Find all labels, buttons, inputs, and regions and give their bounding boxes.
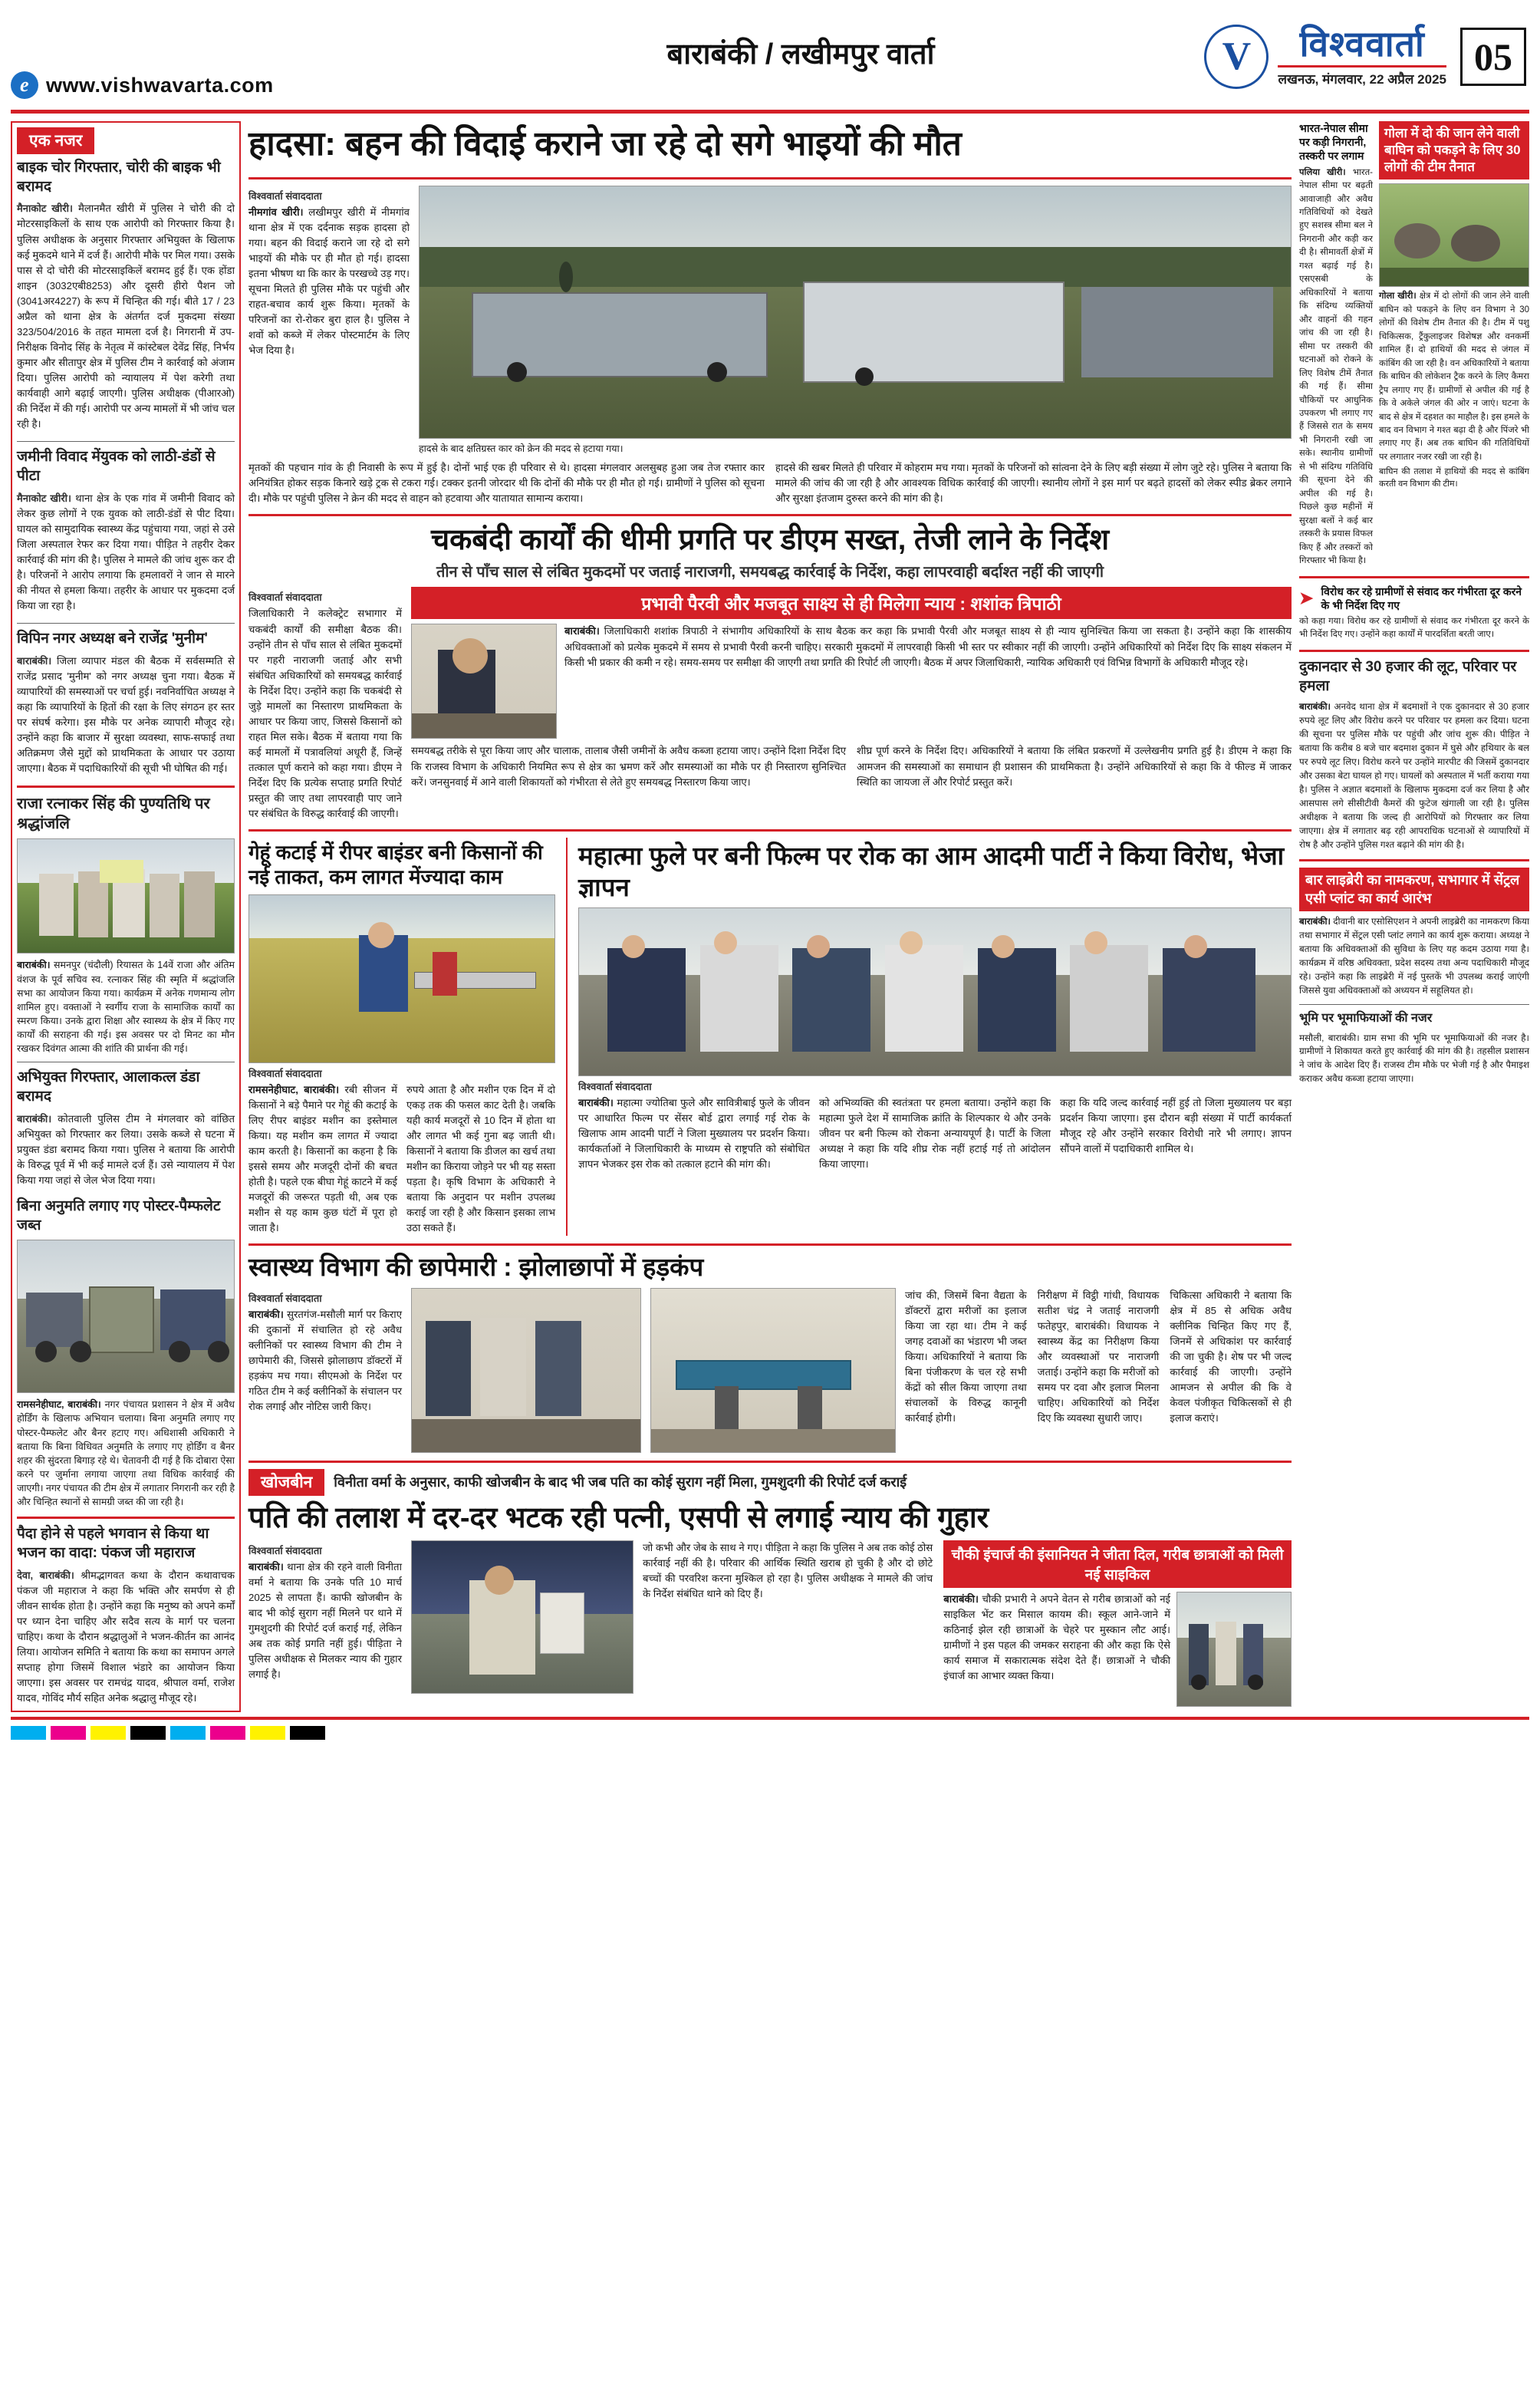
divider [17, 623, 235, 624]
reaper-dateline: रामसनेहीघाट, बाराबंकी। [248, 1083, 340, 1095]
tripathi-dateline: बाराबंकी। [564, 625, 600, 637]
brief-dateline: मैनाकोट खीरी। [17, 492, 71, 504]
website-url-block[interactable] [11, 71, 502, 99]
story-row-reaper-aap [248, 838, 1292, 1236]
right-column [1299, 121, 1529, 1712]
library-sub-headline: भूमि पर भूमाफियाओं की नजर [1299, 1011, 1433, 1025]
brief-text: मैलानमैत खीरी में पुलिस ने चोरी की दो मोटरसाइकिलों के साथ एक आरोपी को गिरफ्तार किया है। पुलिस अधीक्षक के अनुसार गिरफ्तार अभियुक्त के खिलाफ कई मुकदमे थाने में दर्ज हैं। आरोपी मौके पर मिल गया। उसके पास से दो चोरी की मोटरसाइकिलें बरामद हुई हैं। एक होंडा शाइन (3032एबी8253) और दूसरी हीरो पैशन जो (3041अर4227) के रूप में चिन्हित की गई। बीते 17 / 23 अप्रैल को थाना क्षेत्र के अंतर्गत दर्ज मुकदमा संख्या 323/504/2016 के तहत मामला दर्ज है। निगरानी में उप-निरीक्षक विनोद सिंह के नेतृत्व में कांस्टेबल देवेंद्र सिंह, निर्भय कुमार और सीतापुर क्षेत्र में पुलिस टीम ने कार्रवाई को अंजाम दिया। पुलिस आरोपी को न्यायालय में पेश करेगी तथा कार्यवाही आगे बढ़ाई जाएगी। पुलिस अधीक्षक (पीआरओ) की निर्देश में की गई। आरोपी पर अन्य मामलों में भी जांच चल रही है। [17, 203, 235, 430]
divider [1299, 576, 1529, 578]
library-headline: बार लाइब्रेरी का नामकरण, सभागार में सेंट्रल एसी प्लांट का कार्य आरंभ [1299, 868, 1529, 911]
health-col3: निरीक्षण में विट्ठी गांधी, विधायक सतीश चंद्र ने जताई नाराजगी फतेहपुर, बाराबंकी। विधायक ने स्वास्थ्य केंद्र का निरीक्षण किया और व्यवस्थाओं पर नाराजगी जताई। उन्होंने कहा कि मरीजों को समय पर दवा और इलाज मिलना चाहिए। अधिकारियों को निर्देश दिए कि व्यवस्था सुधारी जाए। [1037, 1289, 1160, 1424]
aap-byline: विश्ववार्ता संवाददाता [578, 1080, 652, 1092]
brand-name: विश्ववार्ता [1299, 24, 1425, 64]
cyan-mark [11, 1726, 46, 1740]
magenta-mark-2 [210, 1726, 245, 1740]
nepal-dateline: पलिया खीरी। [1299, 167, 1346, 177]
brief-headline: विपिन नगर अध्यक्ष बने राजेंद्र 'मुनीम' [17, 631, 208, 647]
page-content [11, 114, 1529, 1712]
search-col2: जो कभी और जेब के साथ ने गए। पीड़िता ने कहा कि पुलिस ने अब तक कोई ठोस कार्रवाई नहीं की है। परिवार की आर्थिक स्थिति खराब हो चुकी है और दो छोटे बच्चों की परवरिश करना मुश्किल हो रहा है। पुलिस अधीक्षक ने मामले की जांच के निर्देश संबंधित थाने को दिए हैं। [643, 1542, 933, 1600]
black-mark [130, 1726, 166, 1740]
yellow-mark [90, 1726, 126, 1740]
brief-dateline: बाराबंकी। [17, 1112, 52, 1125]
lead-photo-caption: हादसे के बाद क्षतिग्रस्त कार को क्रेन की मदद से हटाया गया। [419, 443, 624, 454]
divider [1299, 859, 1529, 861]
chakbandi-subhead: तीन से पाँच साल से लंबित मुकदमों पर जताई नाराजगी, समयबद्ध कार्रवाई के निर्देश, कहा लापरवाही बर्दाश्त नहीं की जाएगी [436, 564, 1104, 581]
library-dateline: बाराबंकी। [1299, 916, 1331, 927]
brief-headline: बिना अनुमति लगाए गए पोस्टर-पैम्फलेट जब्त [17, 1197, 221, 1233]
brief-item [17, 630, 235, 776]
photo-story2-text: नगर पंचायत प्रशासन ने क्षेत्र में अवैध होर्डिंग के खिलाफ अभियान चलाया। बिना अनुमति लगाए गए पोस्टर-पैम्फलेट और बैनर हटाए गए। अधिशासी अधिकारी ने बताया कि बिना विधिवत अनुमति के लगाए गए होर्डिंग व बैनर शहर की सुंदरता बिगाड़ रहे थे। चेतावनी दी गई है कि दोबारा ऐसा करने पर जुर्माना लगाया जाएगा तथा विधिक कार्रवाई की जाएगी। नगर पंचायत की टीम क्षेत्र में लगातार निगरानी कर रही है और चिन्हित स्थानों से सामग्री जब्त की जा रही है। [17, 1399, 235, 1508]
last-brief-headline: पैदा होने से पहले भगवान से किया था भजन का वादा: पंकज जी महाराज [17, 1526, 209, 1561]
elephant-dateline: गोला खीरी। [1379, 291, 1417, 301]
page-number: 05 [1460, 28, 1526, 86]
print-registration-marks [11, 1720, 1529, 1747]
photo-aap-protest [578, 907, 1292, 1076]
brief-item [17, 448, 235, 614]
edition-title: बाराबंकी / लखीमपुर वार्ता [666, 38, 935, 71]
health-byline: विश्ववार्ता संवाददाता [248, 1292, 322, 1304]
photo-woman-complaint [411, 1540, 633, 1694]
search-byline: विश्ववार्ता संवाददाता [248, 1545, 322, 1557]
globe-icon: e [11, 71, 38, 99]
brand-dateline: लखनऊ, मंगलवार, 22 अप्रैल 2025 [1278, 71, 1446, 87]
aap-col2: को अभिव्यक्ति की स्वतंत्रता पर हमला बताया। उन्होंने कहा कि महात्मा फुले देश में सामाजिक क्रांति के शिल्पकार थे और उनके जीवन पर बनी फिल्म को रोकना अन्यायपूर्ण है। पार्टी के जिला अध्यक्ष ने कहा कि यदि शीघ्र रोक नहीं हटाई गई तो आंदोलन किया जाएगा। [819, 1096, 1051, 1171]
lead-dateline: नीमगांव खीरी। [248, 206, 304, 218]
sidebar-note-text: विरोध कर रहे ग्रामीणों से संवाद कर गंभीरता दूर करने के भी निर्देश दिए गए [1321, 585, 1522, 611]
loot-text: अनवेद थाना क्षेत्र में बदमाशों ने एक दुकानदार से 30 हजार रुपये लूट लिए और विरोध करने पर परिवार पर हमला कर दिया। घटना की सूचना पर पुलिस मौके पर पहुंची और जांच शुरू की। पीड़ित ने बताया कि करीब 8 बजे चार बदमाश दुकान में घुसे और हथियार के बल पर रुपये लूट लिए। विरोध करने पर उन्होंने मारपीट की जिसमें दुकानदार और उसका बेटा घायल हो गए। घायलों को अस्पताल में भर्ती कराया गया है। पुलिस ने अज्ञात बदमाशों के खिलाफ मुकदमा दर्ज कर लिया है और आसपास लगे सीसीटीवी कैमरों की फुटेज खंगाली जा रही है। पुलिस अधीक्षक ने बताया कि जल्द ही आरोपियों को गिरफ्तार कर लिया जाएगा। क्षेत्र में लगातार बढ़ रही आपराधिक घटनाओं से व्यापारियों में रोष है और उन्होंने पुलिस गश्त बढ़ाने की मांग की है। [1299, 701, 1530, 850]
divider [248, 1243, 1292, 1246]
last-brief-dateline: देवा, बाराबंकी। [17, 1569, 74, 1581]
photo-reaper-binder [248, 894, 555, 1063]
nepal-text: भारत-नेपाल सीमा पर बढ़ती आवाजाही और अवैध गतिविधियों को देखते हुए सशस्त्र सीमा बल ने निगरानी और कड़ी कर दी है। सीमावर्ती क्षेत्रों में गश्त बढ़ाई गई है। एसएसबी के अधिकारियों ने बताया कि संदिग्ध व्यक्तियों और वाहनों की गहन जांच की जा रही है। सीमा पर तस्करी की घटनाओं को रोकने के लिए विशेष टीमें तैनात की गई हैं। सीमा चौकियों पर आधुनिक उपकरण भी लगाए गए हैं जिससे रात के समय भी निगरानी रखी जा सके। स्थानीय ग्रामीणों से भी संदिग्ध गतिविधि की सूचना देने की अपील की गई है। पिछले कुछ महीनों में सुरक्षा बलों ने कई बार तस्करी के प्रयास विफल किए हैं और तस्करों को गिरफ्तार भी किया है। [1299, 167, 1373, 566]
masthead-center [502, 8, 1100, 105]
lead-byline: विश्ववार्ता संवाददाता [248, 189, 322, 202]
lead-text-col3: हादसे की खबर मिलते ही परिवार में कोहराम मच गया। मृतकों के परिजनों को सांत्वना देने के लिए बड़ी संख्या में लोग जुटे रहे। पुलिस ने बताया कि मामले की जांच की जा रही है और आवश्यक विधिक कार्रवाई की जाएगी। स्थानीय लोगों ने इस मार्ग पर बढ़ते हादसों को लेकर स्पीड ब्रेकर लगाने और सुरक्षा इंतजाम दुरुस्त करने की मांग की है। [775, 461, 1292, 505]
library-text: दीवानी बार एसोसिएशन ने अपनी लाइब्रेरी का नामकरण किया तथा सभागार में सेंट्रल एसी प्लांट लगाने का कार्य शुरू कराया। अध्यक्ष ने बताया कि अधिवक्ताओं की सुविधा के लिए यह कदम उठाया गया है। कार्यक्रम में वरिष्ठ अधिवक्ता, प्रदेश सदस्य तथा अन्य पदाधिकारी मौजूद रहे। उन्होंने कहा कि लाइब्रेरी में नई पुस्तकें भी उपलब्ध कराई जाएंगी जिससे युवा अधिवक्ताओं को अध्ययन में सहूलियत हो। [1299, 916, 1529, 996]
divider [248, 514, 1292, 516]
elephant-caption: बाघिन की तलाश में हाथियों की मदद से कांबिंग करती वन विभाग की टीम। [1379, 467, 1529, 489]
brand-logo-icon: V [1204, 25, 1269, 89]
health-headline: स्वास्थ्य विभाग की छापेमारी : झोलाछापों में हड़कंप [248, 1253, 704, 1282]
left-column [11, 121, 241, 1712]
search-dateline: बाराबंकी। [248, 1561, 284, 1573]
story-search [248, 1469, 1292, 1707]
story-loot [1299, 658, 1529, 852]
reaper-byline: विश्ववार्ता संवाददाता [248, 1067, 322, 1079]
brief-text: थाना क्षेत्र के एक गांव में जमीनी विवाद को लेकर कुछ लोगों ने एक युवक को लाठी-डंडों से पीट दिया। घायल को सामुदायिक स्वास्थ्य केंद्र पहुंचाया गया, जहां से उसे जिला अस्पताल रेफर कर दिया गया। पीड़ित ने तहरीर देकर कार्रवाई की मांग की है। पुलिस ने मामले की जांच शुरू कर दी है। परिजनों ने आरोप लगाया कि हमलावरों ने जान से मारने की नीयत से हमला किया। तहरीर के आधार पर मुकदमा दर्ज किया जा रहा है। [17, 492, 235, 612]
search-text: थाना क्षेत्र की रहने वाली विनीता वर्मा ने बताया कि उनके पति 10 मार्च 2025 से लापता हैं। काफी खोजबीन के बाद भी कोई सुराग नहीं मिलने पर थाने में गुमशुदगी की रिपोर्ट दर्ज कराई गई, लेकिन अब तक कोई प्रगति नहीं हुई। पीड़िता ने पुलिस अधीक्षक से मिलकर न्याय की गुहार लगाई है। [248, 1561, 402, 1681]
masthead-right [1100, 8, 1529, 105]
search-subhead: विनीता वर्मा के अनुसार, काफी खोजबीन के बाद भी जब पति का कोई सुराग नहीं मिला, गुमशुदगी की रिपोर्ट दर्ज कराई [334, 1474, 907, 1490]
khojbeen-kicker: खोजबीन [248, 1469, 324, 1496]
brief-headline: जमीनी विवाद मेंयुवक को लाठी-डंडों से पीटा [17, 449, 216, 484]
aap-text: महात्मा ज्योतिबा फुले और सावित्रीबाई फुले के जीवन पर आधारित फिल्म पर सेंसर बोर्ड द्वारा लगाई गई रोक के खिलाफ आम आदमी पार्टी ने जिला मुख्यालय पर प्रदर्शन किया। कार्यकर्ताओं ने जिलाधिकारी के माध्यम से राष्ट्रपति को संबोधित ज्ञापन भेजकर इस रोक को तत्काल हटाने की मांग की। [578, 1096, 810, 1171]
brief-headline: अभियुक्त गिरफ्तार, आलाकत्ल डंडा बरामद [17, 1069, 200, 1105]
section-label-ek-nazar: एक नजर [17, 127, 94, 154]
chakbandi-text: जिलाधिकारी ने कलेक्ट्रेट सभागार में चकबंदी कार्यों की समीक्षा बैठक की। उन्होंने तीन से पाँच साल से लंबित मुकदमों पर गहरी नाराजगी जताई और सभी संबंधित अधिकारियों को समयबद्ध कार्रवाई के निर्देश दिए। उन्होंने कहा कि चकबंदी से जुड़े मामलों का निस्तारण प्राथमिकता के आधार पर किया जाए, जिससे किसानों को राहत मिल सके। बैठक में बताया गया कि कई मामलों में पत्रावलियां अधूरी हैं, जिन्हें तत्काल पूर्ण कराने को कहा गया। डीएम ने निर्देश दिए कि प्रत्येक सप्ताह प्रगति रिपोर्ट प्रस्तुत की जाए तथा लापरवाही पाए जाने पर संबंधित के विरुद्ध कार्रवाई की जाएगी। [248, 608, 402, 820]
divider [17, 1517, 235, 1519]
cyan-mark-2 [170, 1726, 206, 1740]
photo-story-dateline: बाराबंकी। [17, 960, 51, 971]
brief-headline: बाइक चोर गिरफ्तार, चोरी की बाइक भी बरामद [17, 160, 221, 195]
reaper-text: रबी सीजन में किसानों ने बड़े पैमाने पर गेहूं की कटाई के लिए रीपर बाइंडर मशीन का इस्तेमाल किया। यह मशीन कम लागत में ज्यादा काम करती है। किसानों का कहना है कि इससे समय और मजदूरी दोनों की बचत होती है। पहले एक बीघा गेहूं काटने में कई मजदूरों की जरूरत पड़ती थी, अब एक मशीन से यह काम कुछ घंटों में पूरा हो जाता है। [248, 1083, 397, 1234]
masthead [11, 8, 1529, 114]
divider [248, 177, 1292, 179]
photo-health-raid [411, 1288, 641, 1453]
brief-item [17, 1069, 235, 1188]
cycle-headline: चौकी इंचार्ज की इंसानियत ने जीता दिल, गरीब छात्राओं को मिली नई साइकिल [943, 1540, 1292, 1588]
brief-dateline: मैनाकोट खीरी। [17, 203, 73, 215]
cycle-text: चौकी प्रभारी ने अपने वेतन से गरीब छात्राओं को नई साइकिल भेंट कर मिसाल कायम की। स्कूल आने-जाने में कठिनाई झेल रही छात्राओं के चेहरे पर मुस्कान लौट आई। ग्रामीणों ने इस पहल की जमकर सराहना की और कहा कि ऐसे कार्य समाज में सकारात्मक संदेश देते हैं। छात्राओं ने चौकी इंचार्ज का आभार व्यक्त किया। [943, 1593, 1170, 1682]
tripathi-text: जिलाधिकारी शशांक त्रिपाठी ने संभागीय अधिकारियों के साथ बैठक कर कहा कि प्रभावी पैरवी और मजबूत साक्ष्य से ही न्याय सुनिश्चित किया जा सकता है। उन्होंने कहा कि शासकीय अधिवक्ताओं को प्रत्येक मुकदमे में समय से प्रभावी पैरवी करनी चाहिए। सरकारी मुकदमों में लापरवाही किसी भी स्तर पर स्वीकार नहीं की जाएगी। उन्होंने अधिकारियों को निर्देश दिए कि साक्ष्य संकलन में किसी भी प्रकार की कमी न रहे। समय-समय पर समीक्षा की जाएगी तथा प्रगति की रिपोर्ट ली जाएगी। बैठक में अपर जिलाधिकारी, न्यायिक अधिकारी एवं विभिन्न विभागों के अधिकारी मौजूद रहे। [564, 625, 1292, 668]
photo-accident [419, 186, 1292, 439]
brief-text: कोतवाली पुलिस टीम ने मंगलवार को वांछित अभियुक्त को गिरफ्तार कर लिया। उसके कब्जे से घटना में प्रयुक्त डंडा बरामद किया गया। पुलिस ने बताया कि आरोपी के विरुद्ध पूर्व में भी कई मामले दर्ज हैं। उसे न्यायालय में पेश किया गया जहां से जेल भेज दिया गया। [17, 1112, 235, 1186]
brand-text [1278, 25, 1446, 87]
yellow-mark-2 [250, 1726, 285, 1740]
story-chakbandi [248, 522, 1292, 822]
divider [1299, 650, 1529, 652]
search-headline: पति की तलाश में दर-दर भटक रही पत्नी, एसपी से लगाई न्याय की गुहार [248, 1501, 989, 1534]
divider [248, 1461, 1292, 1463]
chakbandi-byline: विश्ववार्ता संवाददाता [248, 591, 322, 604]
divider [17, 786, 235, 788]
photo-seized-vehicles [17, 1240, 235, 1393]
photo-clinic-interior [650, 1288, 896, 1453]
brief-dateline: बाराबंकी। [17, 654, 52, 667]
lead-story [248, 121, 1292, 506]
brand [1204, 25, 1446, 89]
aap-headline: महात्मा फुले पर बनी फिल्म पर रोक का आम आदमी पार्टी ने किया विरोध, भेजा ज्ञापन [578, 842, 1285, 901]
health-text: सुरतगंज-मसौली मार्ग पर किराए की दुकानों में संचालित हो रहे अवैध क्लीनिकों पर स्वास्थ्य विभाग की टीम ने छापेमारी की, जिससे झोलाछाप डॉक्टरों में हड़कंप मच गया। सीएमओ के निर्देश पर गठित टीम ने कई क्लीनिकों के संचालन पर रोक लगाई और नोटिस जारी किए। [248, 1308, 402, 1413]
divider [17, 441, 235, 442]
brand-rule [1278, 65, 1446, 68]
photo-story2-dateline: रामसनेहीघाट, बाराबंकी। [17, 1399, 101, 1411]
photo-tribute [17, 838, 235, 953]
tripathi-col2: समयबद्ध तरीके से पूरा किया जाए और चालाक, तालाब जैसी जमीनों के अवैध कब्जा हटाया जाए। उन्होंने दिशा निर्देश दिए कि राजस्व विभाग के अधिकारी नियमित रूप से क्षेत्र का भ्रमण करें और समस्याओं का मौके पर ही निस्तारण सुनिश्चित करें। जनसुनवाई में आने वाली शिकायतों को गंभीरता से लेते हुए समयबद्ध निस्तारण किया जाए। [411, 745, 846, 788]
masthead-left [11, 8, 502, 105]
story-aap [578, 838, 1292, 1236]
health-dateline: बाराबंकी। [248, 1308, 284, 1320]
cycle-dateline: बाराबंकी। [943, 1593, 979, 1606]
elephant-headline: गोला में दो की जान लेने वाली बाघिन को पकड़ने के लिए 30 लोगों की टीम तैनात [1379, 121, 1529, 179]
sidebar-note-body: को कहा गया। विरोध कर रहे ग्रामीणों से संवाद कर गंभीरता दूर करने के भी निर्देश दिए गए। उन्होंने कहा कार्यों में पारदर्शिता बरती जाए। [1299, 617, 1529, 640]
black-mark-2 [290, 1726, 325, 1740]
photo-story-text: समनपुर (चंदौली) रियासत के 14वें राजा और अंतिम वंशज के पूर्व सचिव स्व. रत्नाकर सिंह की स्मृति में श्रद्धांजलि सभा का आयोजन किया गया। कार्यक्रम में अनेक गणमान्य लोग शामिल हुए। वक्ताओं ने स्वर्गीय राजा के सामाजिक कार्यों का स्मरण किया। उनके द्वारा शिक्षा और स्वास्थ्य के क्षेत्र में किए गए कार्यों की सराहना की गई। इस अवसर पर दो मिनट का मौन रखकर दिवंगत आत्मा की शांति की प्रार्थना की गई। [17, 960, 235, 1055]
aap-dateline: बाराबंकी। [578, 1096, 614, 1108]
main-column [248, 121, 1292, 1712]
photo-cycle-donation [1176, 1592, 1292, 1707]
arrow-icon: ➤ [1299, 588, 1314, 608]
library-sub-text: मसौली, बाराबंकी। ग्राम सभा की भूमि पर भूमाफियाओं की नजर है। ग्रामीणों ने शिकायत करते हुए कार्रवाई की मांग की है। तहसील प्रशासन ने जांच के आदेश दिए हैं। राजस्व टीम मौके पर भेजी गई है और पैमाइश कराकर अवैध कब्जा हटाया जाएगा। [1299, 1032, 1529, 1085]
sidebar-note [1299, 585, 1529, 642]
loot-headline: दुकानदार से 30 हजार की लूट, परिवार पर हमला [1299, 658, 1517, 694]
magenta-mark [51, 1726, 86, 1740]
health-col2: जांच की, जिसमें बिना वैद्यता के डॉक्टरों द्वारा मरीजों का इलाज किया जा रहा था। टीम ने कई जगह दवाओं का भंडारण भी जब्त किया। अधिकारियों ने बताया कि बिना पंजीकरण के चल रहे सभी केंद्रों को सील किया जाएगा तथा संचालकों के विरुद्ध कानूनी कार्रवाई होगी। [905, 1289, 1027, 1424]
story-reaper [248, 838, 555, 1236]
aap-col3: कहा कि यदि जल्द कार्रवाई नहीं हुई तो जिला मुख्यालय पर बड़ा प्रदर्शन किया जाएगा। इस दौरान बड़ी संख्या में पार्टी कार्यकर्ता मौजूद रहे और उन्होंने सरकार विरोधी नारे भी लगाए। ज्ञापन सौंपने वालों में पदाधिकारी शामिल थे। [1060, 1096, 1292, 1155]
story-library [1299, 868, 1529, 1086]
photo-elephant-patrol [1379, 183, 1529, 287]
website-url: www.vishwavarta.com [46, 73, 274, 97]
tripathi-headline: प्रभावी पैरवी और मजबूत साक्ष्य से ही मिलेगा न्याय : शशांक त्रिपाठी [411, 587, 1292, 619]
reaper-headline: गेहूं कटाई में रीपर बाइंडर बनी किसानों की नई ताकत, कम लागत मेंज्यादा काम [248, 841, 543, 889]
elephant-text: क्षेत्र में दो लोगों की जान लेने वाली बाघिन को पकड़ने के लिए वन विभाग ने 30 लोगों की विशेष टीम तैनात की है। टीम में पशु चिकित्सक, ट्रैंकुलाइजर विशेषज्ञ और वनकर्मी शामिल हैं। दो हाथियों की मदद से जंगल में कांबिंग की जा रही है। वन अधिकारियों ने बताया कि बाघिन की लोकेशन ट्रैक करने के लिए कैमरा ट्रैप लगाए गए हैं। ग्रामीणों से अपील की गई है कि वे अकेले जंगल की ओर न जाएं। घटना के बाद से क्षेत्र में दहशत का माहौल है। इस हमले के बाद वन विभाग ने गश्त बढ़ा दी है और पिंजरे भी लगाए गए हैं। अब तक बाघिन की गतिविधियों पर लगातार नजर रखी जा रही है। [1379, 291, 1529, 462]
story-health [248, 1252, 1292, 1452]
lead-text-col2: मृतकों की पहचान गांव के ही निवासी के रूप में हुई है। दोनों भाई एक ही परिवार से थे। हादसा मंगलवार अलसुबह हुआ जब तेज रफ्तार कार अनियंत्रित होकर सड़क किनारे खड़े ट्रक से टकरा गई। टक्कर इतनी जोरदार थी कि दोनों की मौके पर ही मौत हो गई। ग्रामीणों ने पुलिस को सूचना दी। मौके पर पहुंची पुलिस ने क्रेन की मदद से वाहन को हटवाया और यातायात सामान्य कराया। [248, 461, 765, 505]
brief-item [17, 159, 235, 432]
loot-dateline: बाराबंकी। [1299, 701, 1331, 713]
tripathi-col3: शीघ्र पूर्ण करने के निर्देश दिए। अधिकारियों ने बताया कि लंबित प्रकरणों में उल्लेखनीय प्रगति हुई है। डीएम ने कहा कि आमजन की समस्याओं का समाधान ही प्रशासन की प्राथमिकता है। उन्होंने अधिकारियों से कहा कि वे फील्ड में जाकर स्थिति का जायजा लें और रिपोर्ट प्रस्तुत करें। [857, 745, 1292, 788]
brief-text: जिला व्यापार मंडल की बैठक में सर्वसम्मति से राजेंद्र प्रसाद 'मुनीम' को नगर अध्यक्ष चुना गया। बैठक में व्यापारियों की समस्याओं पर चर्चा हुई। नवनिर्वाचित अध्यक्ष ने कहा कि व्यापारियों के हितों की रक्षा के लिए संगठन हर स्तर पर संघर्ष करेगा। इस मौके पर अनेक व्यापारी मौजूद रहे। उन्होंने कहा कि बाजार में सुरक्षा व्यवस्था, साफ-सफाई तथा अतिक्रमण जैसे मुद्दों को प्राथमिकता के आधार पर उठाया जाएगा। बैठक में पदाधिकारियों की सूची भी घोषित की गई। [17, 654, 235, 775]
photo-officer-meeting [411, 624, 557, 739]
last-brief-text: श्रीमद्भागवत कथा के दौरान कथावाचक पंकज जी महाराज ने कहा कि भक्ति और समर्पण से ही जीवन सार्थक होता है। उन्होंने कहा कि मनुष्य को अपने कर्मों पर ध्यान देना चाहिए और सदैव सत्य के मार्ग पर चलना चाहिए। कथा के दौरान श्रद्धालुओं ने भजन-कीर्तन का आनंद लिया। आयोजन समिति ने बताया कि कथा का समापन अगले सप्ताह होगा जिसमें विशाल भंडारे का आयोजन किया जाएगा। इस अवसर पर रामचंद्र यादव, श्रीपाल वर्मा, राजेश यादव, गोविंद मौर्य सहित अनेक श्रद्धालु मौजूद रहे। [17, 1569, 235, 1704]
health-col4: चिकित्सा अधिकारी ने बताया कि क्षेत्र में 85 से अधिक अवैध क्लीनिक चिन्हित किए गए हैं, जिनमें से अधिकांश पर कार्रवाई की जा चुकी है। शेष पर भी जल्द कार्रवाई की जाएगी। उन्होंने आमजन से अपील की कि वे केवल पंजीकृत चिकित्सकों से ही इलाज कराएं। [1170, 1289, 1292, 1424]
divider [248, 829, 1292, 832]
lead-headline: हादसा: बहन की विदाई कराने जा रहे दो सगे भाइयों की मौत [248, 125, 962, 163]
divider [1299, 1004, 1529, 1005]
lead-text-col1: लखीमपुर खीरी में नीमगांव थाना क्षेत्र में एक दर्दनाक सड़क हादसा हो गया। बहन की विदाई कराने जा रहे दो सगे भाइयों की मौके पर ही मौत हो गई। हादसा इतना भीषण था कि कार के परखच्चे उड़ गए। सूचना मिलते ही पुलिस मौके पर पहुंची और राहत-बचाव कार्य शुरू किया। मृतकों के परिजनों का रो-रोकर बुरा हाल है। पुलिस ने शवों को कब्जे में लेकर पोस्टमार्टम के लिए भेज दिया है। [248, 206, 410, 357]
nepal-kicker: भारत-नेपाल सीमा पर कड़ी निगरानी, तस्करी पर लगाम [1299, 122, 1368, 163]
reaper-col2: रुपये आता है और मशीन एक दिन में दो एकड़ तक की फसल काट देती है। जबकि यही कार्य मजदूरों से 10 दिन में होता था और लागत भी कई गुना बढ़ जाती थी। किसानों ने बताया कि डीजल का खर्च तथा मशीन का किराया जोड़ने पर भी यह सस्ता पड़ता है। कृषि विभाग के अधिकारी ने बताया कि अनुदान पर मशीन उपलब्ध कराई जा रही है और किसान इसका लाभ उठा सकते हैं। [406, 1083, 555, 1234]
chakbandi-headline: चकबंदी कार्यों की धीमी प्रगति पर डीएम सख्त, तेजी लाने के निर्देश [430, 524, 1110, 557]
photo-story-headline: राजा रत्नाकर सिंह की पुण्यतिथि पर श्रद्धांजलि [17, 795, 210, 833]
